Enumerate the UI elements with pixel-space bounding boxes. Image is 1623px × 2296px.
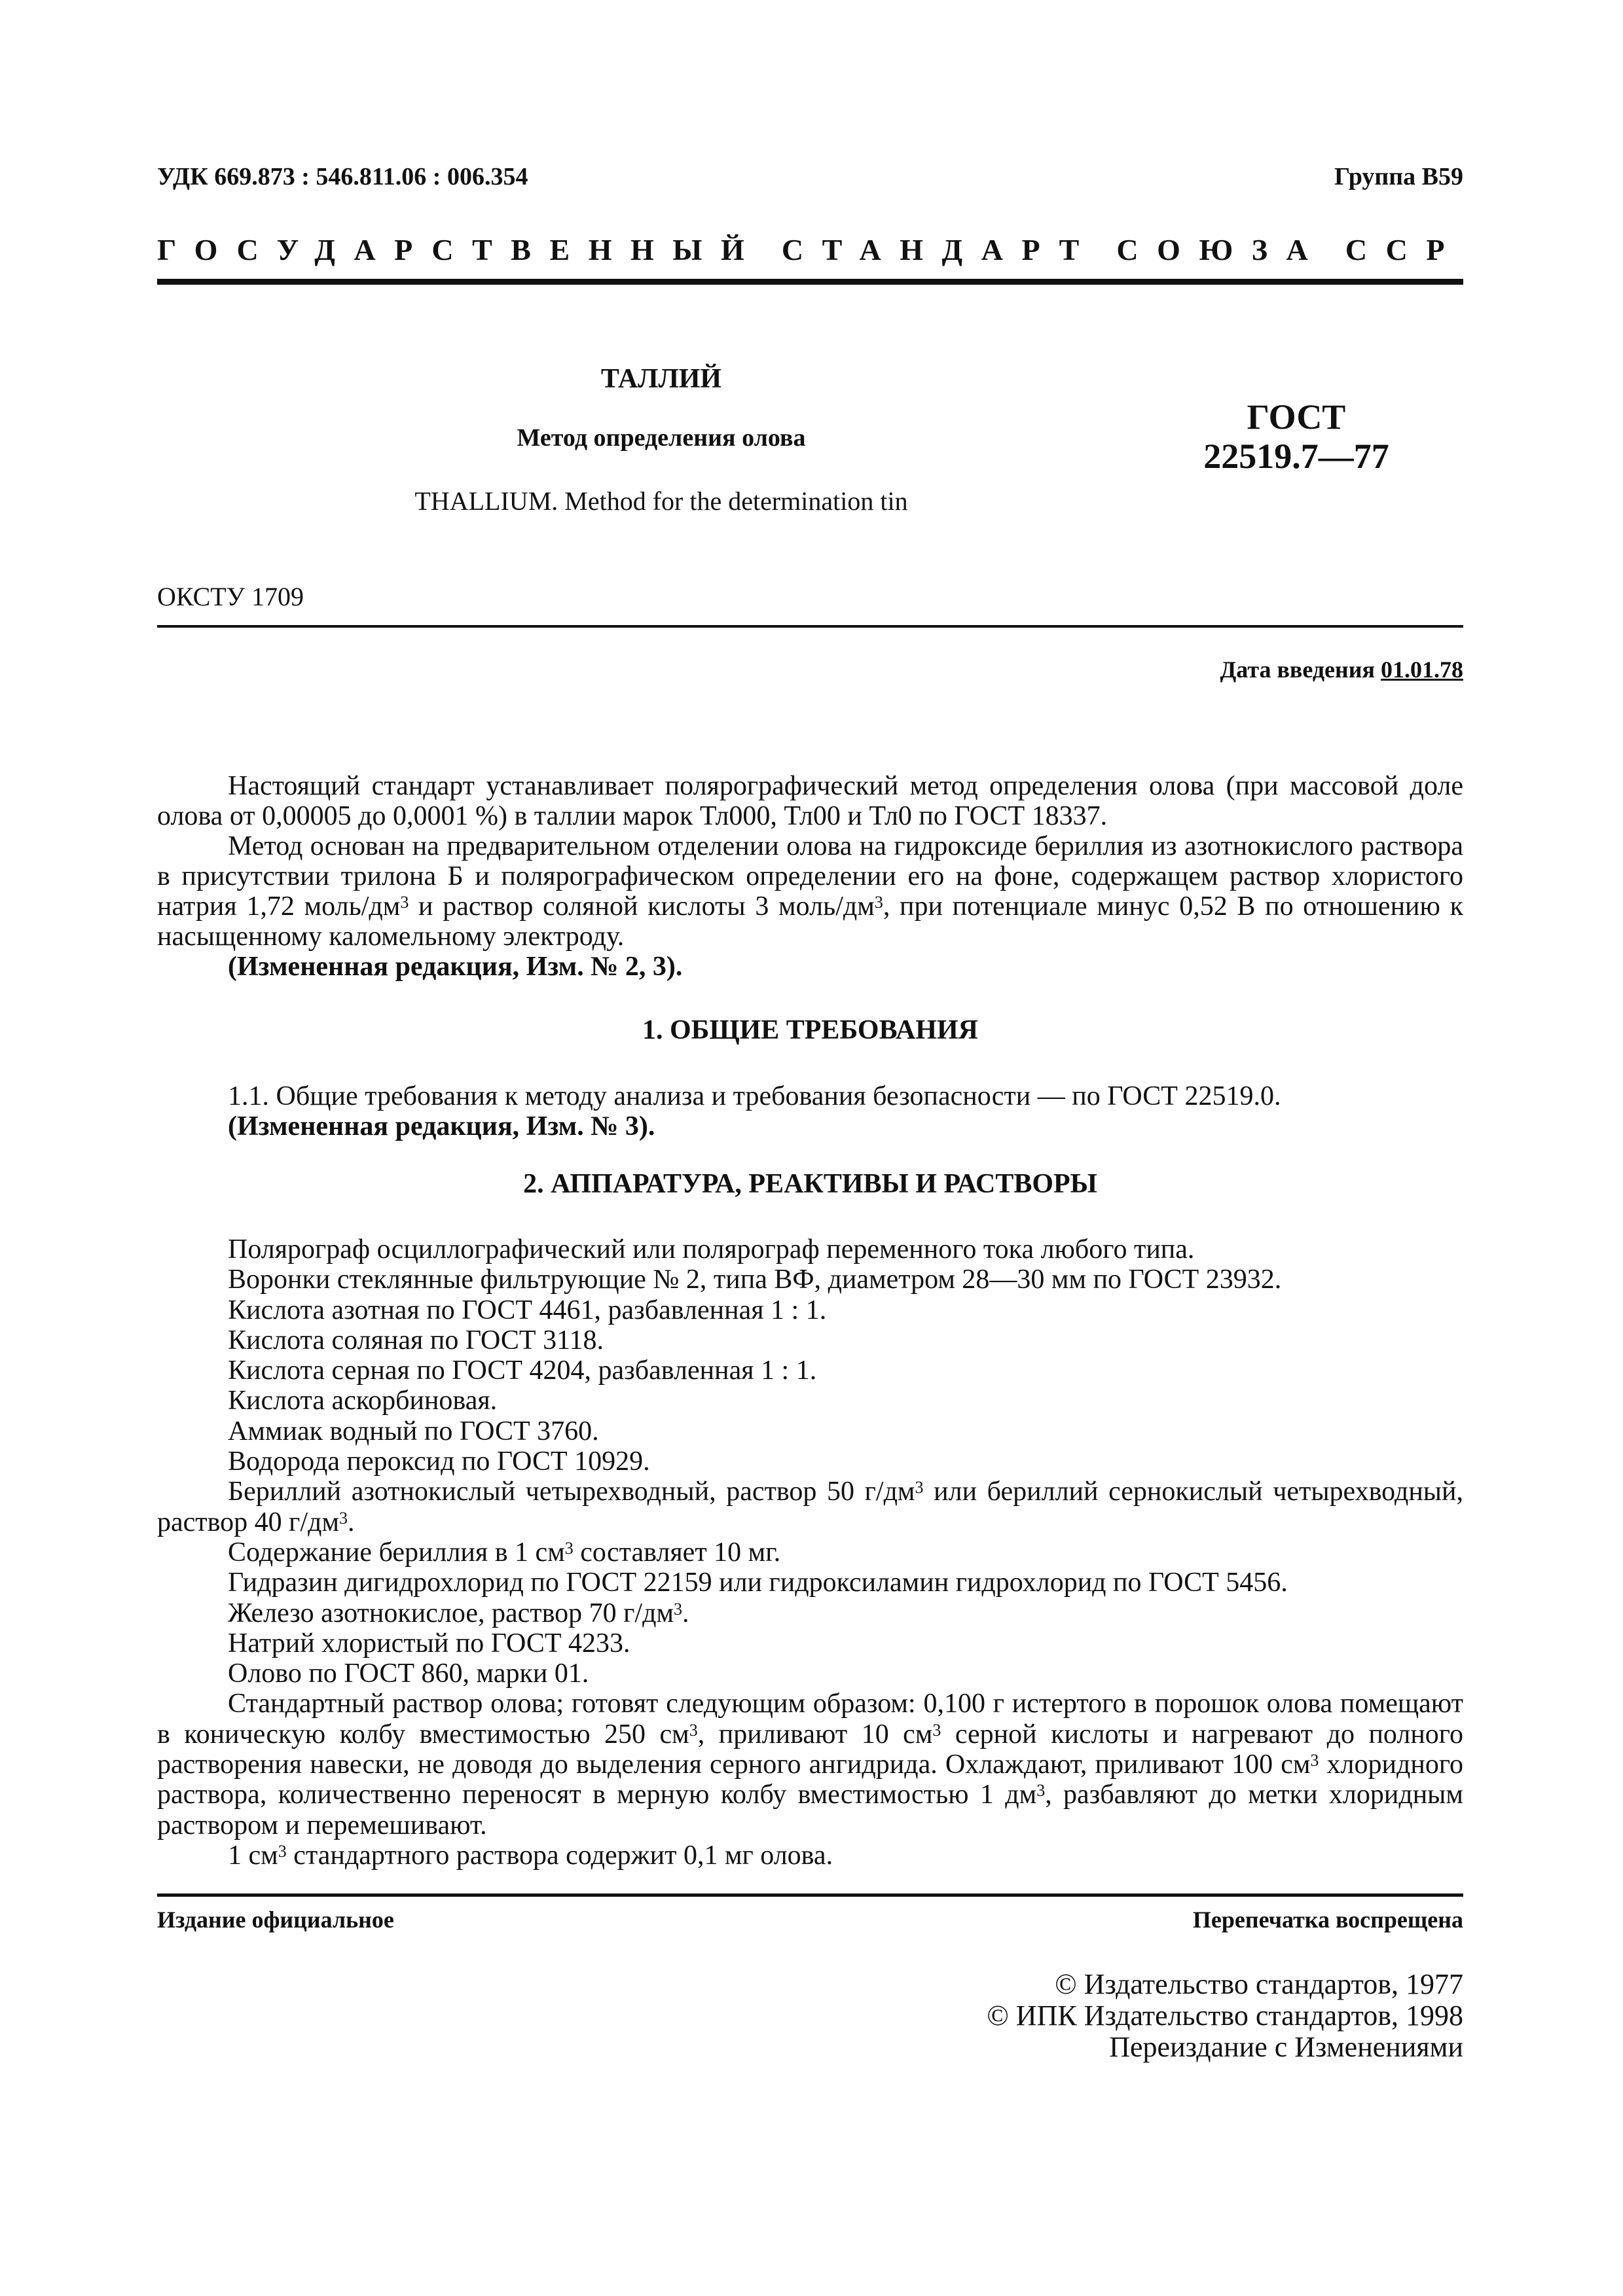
state-standard-word: СОЮЗА	[1116, 233, 1327, 266]
document-title: ТАЛЛИЙ	[600, 364, 722, 394]
state-standard-word: СТАНДАРТ	[781, 233, 1098, 266]
section-1-edit-note: (Измененная редакция, Изм. № 3).	[228, 1111, 655, 1141]
copyright-block	[987, 1969, 1463, 2063]
okstu-rule	[157, 625, 1463, 628]
list-item: Кислота серная по ГОСТ 4204, разбавленная 1 : 1.	[228, 1355, 817, 1386]
official-edition-label: Издание официальное	[157, 1907, 394, 1933]
list-item: Кислота соляная по ГОСТ 3118.	[228, 1325, 604, 1355]
list-item-standard-solution: Стандартный раствор олова; готовят следующим образом: 0,100 г истертого в порошок олова помещают в коническую колбу вместимостью 250 $см^3$, приливают 10 $см^3$ серной кислоты и нагревают до полного растворения навески, не доводя до выделения серного ангидрида. Охлаждают, приливают 100 $см^3$ хлоридного раствора, количественно переносят в мерную колбу вместимостью 1 $дм^3$, разбавляют до метки хлоридным раствором и перемешивают.	[157, 1689, 1463, 1840]
introduction-date-value: 01.01.78	[1381, 656, 1463, 683]
equipment-list	[157, 1234, 1463, 1871]
section-2-heading: 2. АППАРАТУРА, РЕАКТИВЫ И РАСТВОРЫ	[523, 1169, 1097, 1199]
gost-number: 22519.7—77	[1203, 437, 1389, 476]
state-standard-heading	[157, 232, 1463, 267]
copyright-line: © ИПК Издательство стандартов, 1998	[987, 2000, 1463, 2032]
list-item: Олово по ГОСТ 860, марки 01.	[228, 1659, 589, 1689]
document-subtitle: Метод определения олова	[517, 424, 806, 452]
intro-paragraph-method: Метод основан на предварительном отделении олова на гидроксиде бериллия из азотнокислого раствора в присутствии трилона Б и полярографическом определении его на фоне, содержащем раствор хлористого натрия 1,72 моль/$дм^3$ и раствор соляной кислоты 3 моль/$дм^3$, при потенциале минус 0,52 В по отношению к насыщенному каломельному электроду.	[157, 831, 1464, 952]
intro-paragraph-scope: Настоящий стандарт устанавливает полярографический метод определения олова (при массовой доле олова от 0,00005 до 0,0001 %) в таллии марок Тл000, Тл00 и Тл0 по ГОСТ 18337.	[157, 771, 1463, 831]
state-standard-word: ССР	[1345, 233, 1463, 266]
intro-edit-note: (Измененная редакция, Изм. № 2, 3).	[228, 952, 683, 982]
list-item: Кислота аскорбиновая.	[228, 1386, 498, 1416]
list-item-standard-content: 1 $см^3$ стандартного раствора содержит 0,1 мг олова.	[228, 1840, 833, 1871]
list-item-beryllium-content: Содержание бериллия в 1 $см^3$ составляет 10 мг.	[228, 1537, 781, 1568]
list-item-iron: Железо азотнокислое, раствор 70 $г/дм^3$.	[228, 1598, 689, 1628]
english-title: THALLIUM. Method for the determination tin	[414, 486, 908, 516]
introduction-date-label: Дата введения	[1220, 656, 1375, 683]
section-1-body	[157, 1081, 1463, 1141]
okstu-code: ОКСТУ 1709	[157, 582, 304, 611]
list-item: Водорода пероксид по ГОСТ 10929.	[228, 1446, 650, 1477]
reissue-note: Переиздание с Изменениями	[1109, 2031, 1463, 2063]
copyright-line: © Издательство стандартов, 1977	[1055, 1968, 1463, 2000]
list-item: Натрий хлористый по ГОСТ 4233.	[228, 1628, 630, 1659]
udk-code: УДК 669.873 : 546.811.06 : 006.354	[157, 163, 528, 190]
footer-rule	[157, 1893, 1463, 1897]
list-item: Аммиак водный по ГОСТ 3760.	[228, 1416, 599, 1446]
list-item: Кислота азотная по ГОСТ 4461, разбавленная 1 : 1.	[228, 1295, 827, 1325]
list-item: Гидразин дигидрохлорид по ГОСТ 22159 или гидроксиламин гидрохлорид по ГОСТ 5456.	[228, 1568, 1288, 1598]
list-item: Полярограф осциллографический или полярограф переменного тока любого типа.	[228, 1234, 1195, 1265]
reprint-prohibited-label: Перепечатка воспрещена	[1192, 1907, 1463, 1933]
header-rule	[157, 279, 1463, 285]
gost-label: ГОСТ	[1247, 397, 1346, 437]
clause-1-1: 1.1. Общие требования к методу анализа и требования безопасности — по ГОСТ 22519.0.	[228, 1081, 1281, 1111]
state-standard-word: ГОСУДАРСТВЕННЫЙ	[157, 233, 763, 266]
section-1-heading: 1. ОБЩИЕ ТРЕБОВАНИЯ	[642, 1015, 978, 1045]
list-item: Воронки стеклянные фильтрующие № 2, типа ВФ, диаметром 28—30 мм по ГОСТ 23932.	[228, 1265, 1282, 1295]
group-code: Группа В59	[1334, 163, 1463, 190]
list-item-beryllium: Бериллий азотнокислый четырехводный, раствор 50 $г/дм^3$ или бериллий сернокислый четырехводный, раствор 40 $г/дм^3$.	[157, 1477, 1463, 1537]
introduction-date	[1220, 656, 1464, 683]
intro-section	[157, 771, 1463, 982]
